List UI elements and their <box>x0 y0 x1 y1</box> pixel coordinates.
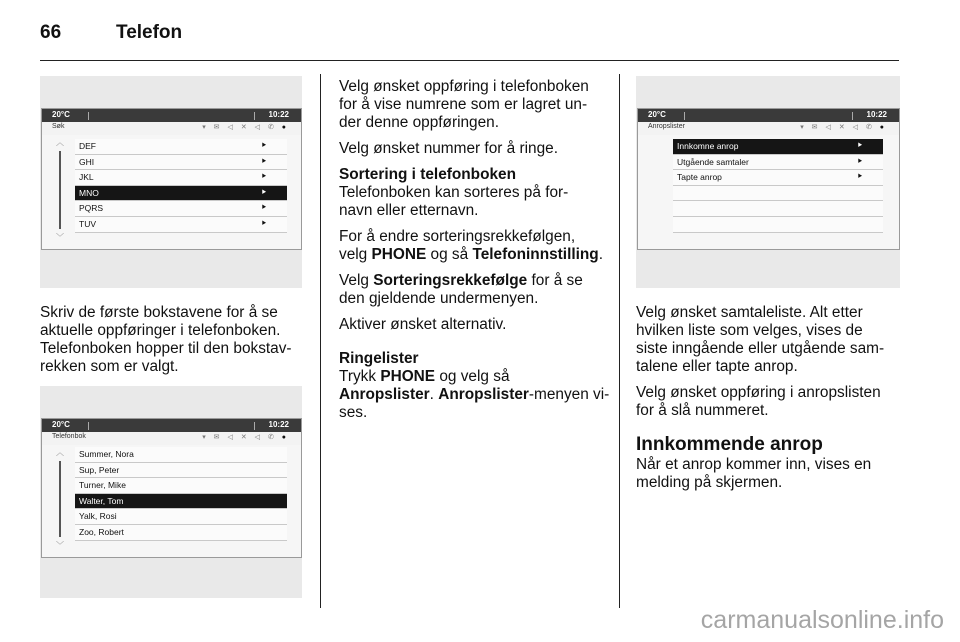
temperature: 20°C <box>648 110 666 119</box>
list-item[interactable] <box>75 447 287 463</box>
paragraph: Velg ønsket samtaleliste. Alt etter hvilken liste som velges, vises de siste inngående eller utgående sam- talene eller tapte anrop. <box>636 304 885 375</box>
header-rule <box>40 60 899 61</box>
screen-header <box>42 122 301 135</box>
list-item[interactable] <box>673 217 883 233</box>
paragraph: Velg ønsket nummer for å ringe. <box>339 140 558 157</box>
chevron-right-icon: ⯈ <box>856 141 863 150</box>
clock: 10:22 <box>268 110 289 119</box>
scrollbar[interactable] <box>54 137 66 249</box>
display-screen <box>41 108 302 250</box>
list-item-label: Zoo, Robert <box>79 526 124 537</box>
status-icons: ▾ ✉ ◁ ✕ ◁ ✆ ● <box>202 124 289 131</box>
list-item[interactable] <box>673 201 883 217</box>
chevron-right-icon: ⯈ <box>260 141 267 150</box>
paragraph: Når et anrop kommer inn, vises en melding på skjermen. <box>636 456 872 491</box>
list-item-label: Innkomne anrop <box>677 141 739 151</box>
calllists-list <box>673 139 883 233</box>
temperature: 20°C <box>52 110 70 119</box>
list-item-label: Yalk, Rosi <box>79 511 117 522</box>
clock: 10:22 <box>866 110 887 119</box>
column-1-text <box>40 304 310 384</box>
column-3-text <box>636 304 906 500</box>
paragraph: Trykk PHONE og velg så Anropslister. Anropslister-menyen vi- ses. <box>339 368 610 421</box>
list-item-label: PQRS <box>79 203 104 214</box>
list-item[interactable] <box>673 139 883 155</box>
list-item[interactable] <box>673 186 883 202</box>
list-item-label: Turner, Mike <box>79 480 126 491</box>
screen-title: Telefonbok <box>52 433 86 440</box>
paragraph: Skriv de første bokstavene for å se aktuelle oppføringer i telefonboken. Telefonboken hopper til den bokstav- rekken som er valgt. <box>40 304 292 375</box>
screen-header <box>638 122 899 135</box>
section-heading: Sortering i telefonboken <box>339 166 517 183</box>
paragraph: Velg ønsket oppføring i anropslisten for å slå nummeret. <box>636 384 881 419</box>
list-item[interactable] <box>75 463 287 479</box>
search-list <box>75 139 287 233</box>
scrollbar[interactable] <box>54 447 66 557</box>
temperature: 20°C <box>52 420 70 429</box>
list-item[interactable] <box>673 155 883 171</box>
chevron-right-icon: ⯈ <box>856 172 863 182</box>
chevron-right-icon: ⯈ <box>260 156 267 166</box>
list-item[interactable] <box>75 186 287 202</box>
figure-search-screen <box>40 76 302 288</box>
scroll-down-icon[interactable]: ﹀ <box>56 233 64 242</box>
list-item[interactable] <box>673 170 883 186</box>
list-item-label: Utgående samtaler <box>677 156 749 167</box>
scroll-up-icon[interactable]: ︿ <box>56 138 64 147</box>
list-item[interactable] <box>75 525 287 541</box>
list-item[interactable] <box>75 139 287 155</box>
list-item-label: JKL <box>79 172 94 183</box>
status-bar <box>42 109 301 122</box>
screen-title: Anropslister <box>648 123 685 130</box>
figure-calllists-screen <box>636 76 900 288</box>
chevron-right-icon: ⯈ <box>260 203 267 213</box>
phonebook-list <box>75 447 287 541</box>
list-item[interactable] <box>75 478 287 494</box>
scroll-up-icon[interactable]: ︿ <box>56 448 64 457</box>
watermark: carmanualsonline.info <box>700 606 944 634</box>
status-bar <box>42 419 301 432</box>
paragraph: For å endre sorteringsrekkefølgen, velg PHONE og så Telefoninnstilling. <box>339 228 603 263</box>
list-item-label: Summer, Nora <box>79 449 134 459</box>
status-bar <box>638 109 899 122</box>
display-screen <box>41 418 302 558</box>
list-item-label: MNO <box>79 187 99 198</box>
page-title: Telefon <box>116 22 183 43</box>
list-item-label: Walter, Tom <box>79 495 124 506</box>
section-heading: Innkommende anrop <box>636 434 823 455</box>
clock: 10:22 <box>268 420 289 429</box>
display-screen <box>637 108 900 250</box>
chevron-right-icon: ⯈ <box>260 172 267 182</box>
column-divider-right <box>619 74 620 608</box>
section-heading: Ringelister <box>339 350 419 367</box>
paragraph: Velg ønsket oppføring i telefonboken for å vise numrene som er lagret un- der denne oppføringen. <box>339 78 589 131</box>
column-divider-left <box>320 74 321 608</box>
screen-title: Søk <box>52 123 65 130</box>
paragraph: Velg Sorteringsrekkefølge for å se den gjeldende undermenyen. <box>339 272 583 307</box>
list-item[interactable] <box>75 509 287 525</box>
scroll-down-icon[interactable]: ﹀ <box>56 541 64 550</box>
paragraph: Telefonboken kan sorteres på for- navn eller etternavn. <box>339 184 569 219</box>
list-item[interactable] <box>75 170 287 186</box>
screen-header <box>42 432 301 445</box>
list-item[interactable] <box>75 155 287 171</box>
page-number: 66 <box>40 22 62 43</box>
list-item[interactable] <box>75 217 287 233</box>
status-icons: ▾ ✉ ◁ ✕ ◁ ✆ ● <box>202 434 289 441</box>
list-item[interactable] <box>75 494 287 510</box>
list-item-label: DEF <box>79 141 96 151</box>
figure-phonebook-screen <box>40 386 302 598</box>
column-2-text <box>339 78 611 430</box>
chevron-right-icon: ⯈ <box>260 187 267 197</box>
paragraph: Aktiver ønsket alternativ. <box>339 316 507 333</box>
list-item[interactable] <box>75 201 287 217</box>
chevron-right-icon: ⯈ <box>856 156 863 166</box>
list-item-label: Sup, Peter <box>79 464 120 475</box>
list-item-label: Tapte anrop <box>677 172 722 183</box>
chevron-right-icon: ⯈ <box>260 218 267 228</box>
list-item-label: TUV <box>79 218 96 229</box>
list-item-label: GHI <box>79 156 95 167</box>
status-icons: ▾ ✉ ◁ ✕ ◁ ✆ ● <box>800 124 887 131</box>
